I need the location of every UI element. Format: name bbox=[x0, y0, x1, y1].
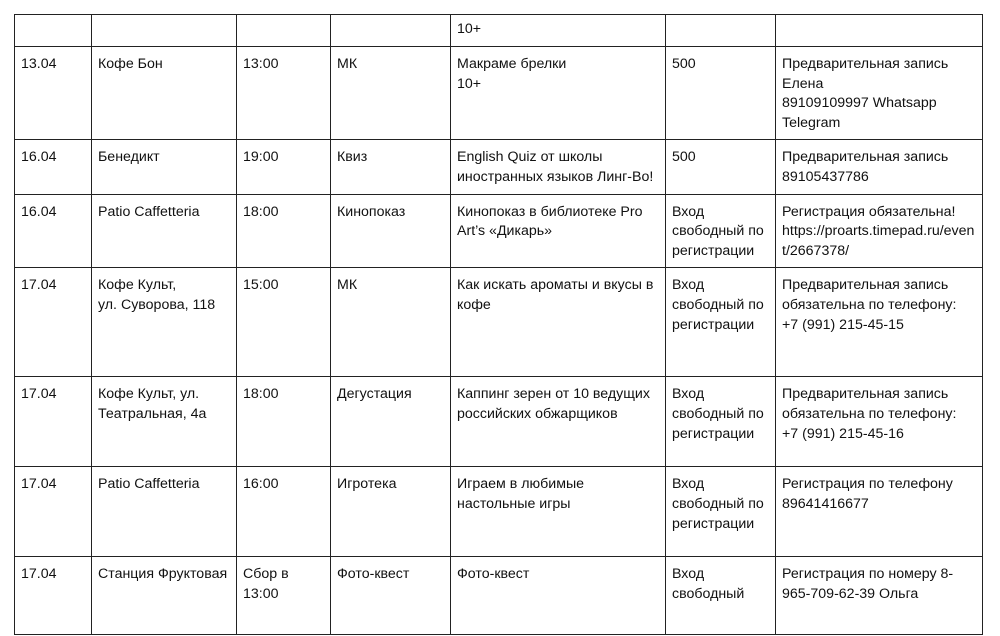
price-cell: Вход свободный по регистрации bbox=[666, 467, 776, 557]
type-cell: Фото-квест bbox=[331, 557, 451, 635]
venue-cell: Patio Caffetteria bbox=[92, 467, 237, 557]
date-cell: 17.04 bbox=[15, 268, 92, 377]
event-cell: 10+ bbox=[451, 15, 666, 47]
venue-cell: Кофе Культ, ул. Суворова, 118 bbox=[92, 268, 237, 377]
contact-cell: Предварительная запись 89105437786 bbox=[776, 140, 983, 194]
type-cell: Дегустация bbox=[331, 377, 451, 467]
time-cell: 18:00 bbox=[237, 194, 331, 268]
event-cell: Кинопоказ в библиотеке Pro Art’s «Дикарь» bbox=[451, 194, 666, 268]
venue-cell: Бенедикт bbox=[92, 140, 237, 194]
type-cell: МК bbox=[331, 268, 451, 377]
venue-cell: Кофе Культ, ул. Театральная, 4а bbox=[92, 377, 237, 467]
price-cell: Вход свободный по регистрации bbox=[666, 194, 776, 268]
table-row bbox=[15, 268, 983, 377]
table-row bbox=[15, 140, 983, 194]
contact-cell: Предварительная запись обязательна по телефону: +7 (991) 215-45-15 bbox=[776, 268, 983, 377]
price-cell bbox=[666, 15, 776, 47]
event-cell: Фото-квест bbox=[451, 557, 666, 635]
date-cell: 17.04 bbox=[15, 467, 92, 557]
price-cell: Вход свободный по регистрации bbox=[666, 268, 776, 377]
time-cell: 16:00 bbox=[237, 467, 331, 557]
type-cell: МК bbox=[331, 47, 451, 140]
event-cell: English Quiz от школы иностранных языков Линг-Во! bbox=[451, 140, 666, 194]
contact-cell: Регистрация по номеру 8-965-709-62-39 Ольга bbox=[776, 557, 983, 635]
contact-cell bbox=[776, 15, 983, 47]
type-cell: Кинопоказ bbox=[331, 194, 451, 268]
date-cell: 16.04 bbox=[15, 140, 92, 194]
type-cell: Квиз bbox=[331, 140, 451, 194]
price-cell: Вход свободный bbox=[666, 557, 776, 635]
table-row bbox=[15, 194, 983, 268]
type-cell bbox=[331, 15, 451, 47]
event-cell: Макраме брелки 10+ bbox=[451, 47, 666, 140]
date-cell bbox=[15, 15, 92, 47]
time-cell bbox=[237, 15, 331, 47]
time-cell: Сбор в 13:00 bbox=[237, 557, 331, 635]
date-cell: 13.04 bbox=[15, 47, 92, 140]
venue-cell: Кофе Бон bbox=[92, 47, 237, 140]
venue-cell bbox=[92, 15, 237, 47]
contact-cell: Регистрация по телефону 89641416677 bbox=[776, 467, 983, 557]
table-row bbox=[15, 15, 983, 47]
table-row bbox=[15, 377, 983, 467]
table-row bbox=[15, 467, 983, 557]
price-cell: Вход свободный по регистрации bbox=[666, 377, 776, 467]
event-cell: Каппинг зерен от 10 ведущих российских обжарщиков bbox=[451, 377, 666, 467]
contact-cell: Предварительная запись обязательна по телефону: +7 (991) 215-45-16 bbox=[776, 377, 983, 467]
price-cell: 500 bbox=[666, 140, 776, 194]
time-cell: 18:00 bbox=[237, 377, 331, 467]
contact-cell: Предварительная запись Елена 89109109997 Whatsapp Telegram bbox=[776, 47, 983, 140]
type-cell: Игротека bbox=[331, 467, 451, 557]
time-cell: 19:00 bbox=[237, 140, 331, 194]
contact-cell: Регистрация обязательна! https://proarts.timepad.ru/event/2667378/ bbox=[776, 194, 983, 268]
events-table bbox=[14, 14, 983, 635]
venue-cell: Patio Caffetteria bbox=[92, 194, 237, 268]
time-cell: 13:00 bbox=[237, 47, 331, 140]
date-cell: 17.04 bbox=[15, 557, 92, 635]
table-row bbox=[15, 557, 983, 635]
date-cell: 16.04 bbox=[15, 194, 92, 268]
event-cell: Играем в любимые настольные игры bbox=[451, 467, 666, 557]
time-cell: 15:00 bbox=[237, 268, 331, 377]
event-cell: Как искать ароматы и вкусы в кофе bbox=[451, 268, 666, 377]
date-cell: 17.04 bbox=[15, 377, 92, 467]
venue-cell: Станция Фруктовая bbox=[92, 557, 237, 635]
price-cell: 500 bbox=[666, 47, 776, 140]
table-row bbox=[15, 47, 983, 140]
